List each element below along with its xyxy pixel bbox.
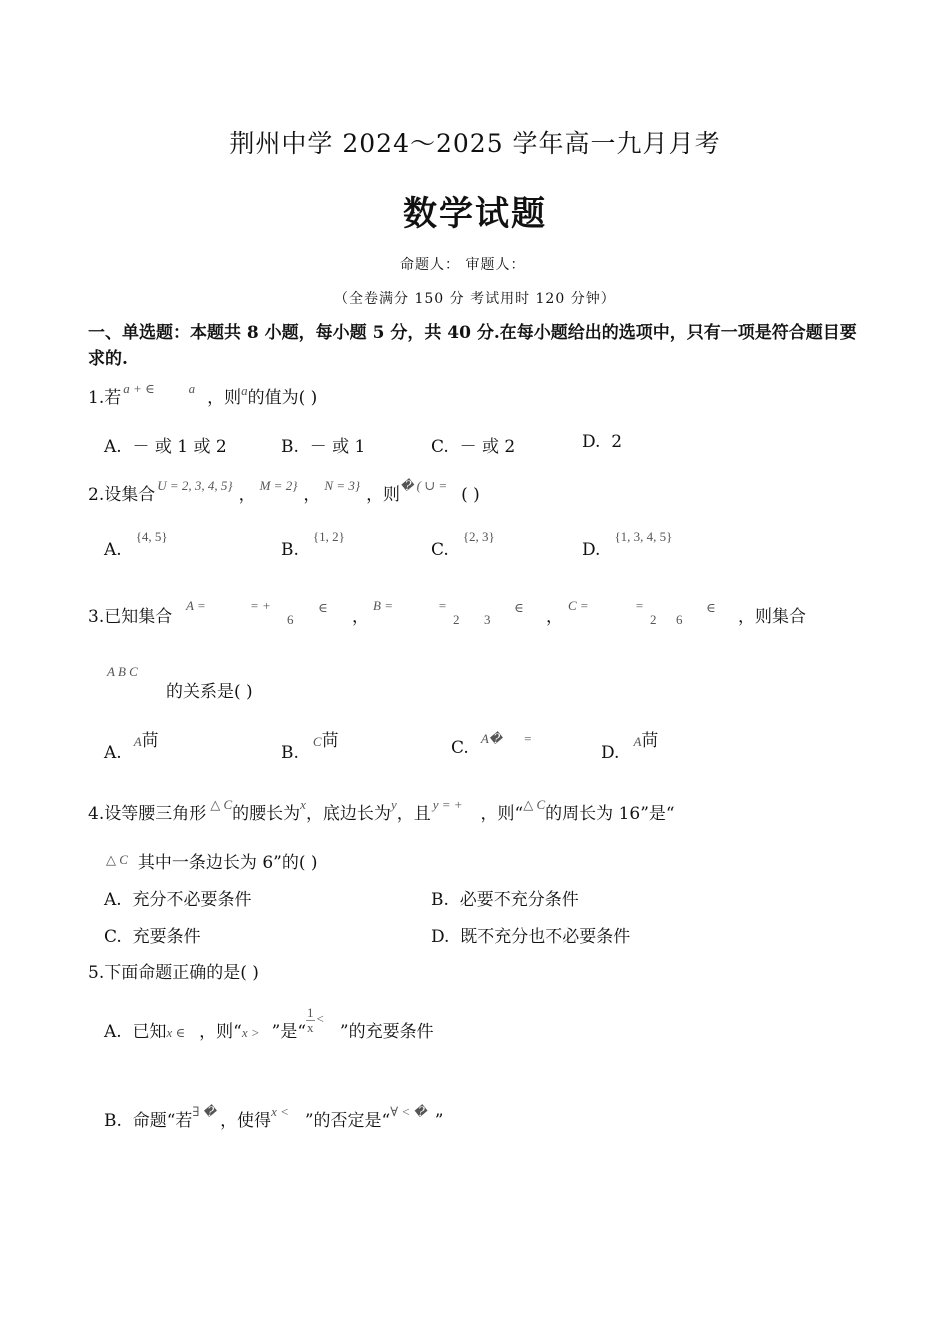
option-text: 苘 (141, 731, 159, 751)
q3-set-b: B = (373, 598, 393, 613)
option-label: C. (431, 540, 449, 560)
option-label: D. (582, 432, 601, 452)
q1-prefix: 1.若 (88, 388, 122, 408)
option-label: B. (281, 540, 299, 560)
q5a-t4: ”的充要条件 (339, 1022, 434, 1042)
option-label: A. (104, 540, 122, 560)
q4-math-1: △ C (210, 797, 233, 812)
option-text: － 或 1 (309, 437, 366, 457)
option-text: 充要条件 (132, 927, 201, 947)
q4-line2-math: △ C (106, 852, 128, 867)
q2-math-1: U = 2, 3, 4, 5} (157, 478, 233, 493)
option-label: A. (104, 1022, 122, 1042)
q2-math-2: M = 2} (259, 478, 298, 493)
q5b-math-3: ∀ < � (390, 1104, 427, 1119)
q5-option-b[interactable] (104, 1106, 443, 1131)
section-heading: 一、单选题：本题共 8 小题，每小题 5 分，共 40 分.在每小题给出的选项中，只有一项是符合题目要求的. (88, 323, 857, 369)
q3-set-a-in: ∈ (318, 600, 328, 615)
q3-set-b-den-1: 2 (453, 612, 460, 627)
q3-set-c-in: ∈ (706, 600, 716, 615)
option-text: － 或 2 (459, 437, 516, 457)
option-math: A (633, 734, 642, 749)
q1-math-2: a (188, 381, 196, 396)
q3-comma-1: ， (352, 607, 369, 627)
q3-set-c-body: = (635, 598, 644, 613)
question-4-line2 (106, 848, 318, 873)
option-label: C. (431, 437, 449, 457)
q1-option-b[interactable] (281, 432, 365, 457)
q4-option-c[interactable] (104, 922, 201, 947)
q3-set-b-body: = (438, 598, 447, 613)
q5b-math-1: ∃ � (192, 1104, 217, 1119)
q4-math-4: y = + (432, 797, 463, 812)
school-title: 荆州中学 2024～2025 学年高一九月月考 (229, 129, 721, 158)
q1-math-3: a (241, 383, 248, 398)
q4-math-5: △ C (523, 797, 546, 812)
q2-math-4: � ( ∪ = (400, 478, 448, 493)
q3-line2-text: 的关系是( ) (166, 682, 253, 702)
option-text: = (524, 731, 532, 746)
exam-info: （全卷满分 150 分 考试用时 120 分钟） (334, 291, 616, 307)
option-text: 必要不充分条件 (459, 890, 579, 910)
option-label: D. (582, 540, 601, 560)
q3-option-c[interactable] (451, 731, 532, 758)
q3-set-c: C = (568, 598, 589, 613)
q4-option-d[interactable] (431, 922, 630, 947)
option-label: C. (451, 738, 469, 758)
option-math: C (312, 734, 322, 749)
q4-t2: ，底边长为 (305, 804, 391, 824)
q3-set-b-den-2: 3 (484, 612, 491, 627)
subject-title: 数学试题 (403, 194, 547, 234)
option-math: A (133, 734, 142, 749)
q3-suffix: ，则集合 (738, 607, 806, 627)
option-label: C. (104, 927, 122, 947)
option-text: {2, 3} (462, 529, 495, 544)
authors-line: 命题人： 审题人： (400, 257, 526, 273)
q1-option-d[interactable] (582, 432, 622, 452)
q2-option-b[interactable] (281, 529, 345, 560)
option-text: {4, 5} (135, 529, 168, 544)
q4-t3: ，且 (396, 804, 431, 824)
option-text: 苘 (641, 731, 659, 751)
q5b-t4: ” (434, 1111, 444, 1131)
q3-option-b[interactable] (281, 731, 339, 763)
option-label: D. (431, 927, 450, 947)
q3-set-a-den: 6 (287, 612, 294, 627)
q1-suffix: 的值为( ) (247, 388, 318, 408)
q2-suffix: ( ) (461, 485, 480, 505)
option-text: {1, 2} (312, 529, 345, 544)
q2-option-d[interactable] (582, 529, 673, 560)
q2-option-c[interactable] (431, 529, 495, 560)
q4-math-3: y (390, 797, 397, 812)
q4-prefix: 4.设等腰三角形 (88, 804, 207, 824)
q5a-fraction (306, 1006, 315, 1035)
frac-numerator: 1 (307, 1005, 314, 1020)
option-text: 苘 (321, 731, 339, 751)
q2-math-3: N = 3} (324, 478, 361, 493)
q2-then: ，则 (366, 485, 401, 505)
q1-option-c[interactable] (431, 432, 515, 457)
q2-option-a[interactable] (104, 529, 168, 560)
question-1 (88, 383, 317, 408)
q5a-t2: ，则“ (199, 1022, 242, 1042)
q3-set-a: A = (186, 598, 206, 613)
q5b-t1: 命题“若 (132, 1111, 193, 1131)
q3-comma-2: ， (546, 607, 563, 627)
q3-set-a-body: = + (250, 598, 271, 613)
q5b-t3: ”的否定是“ (304, 1111, 391, 1131)
q4-math-2: x (300, 797, 306, 812)
q5b-math-2: x < (271, 1104, 289, 1119)
option-text: 2 (611, 432, 623, 452)
option-math: A� (480, 731, 503, 746)
option-label: B. (281, 437, 299, 457)
q5b-t2: ，使得 (220, 1111, 272, 1131)
q5-option-a[interactable] (104, 1005, 434, 1047)
q3-set-c-den-1: 2 (650, 612, 657, 627)
q3-option-d[interactable] (601, 731, 659, 763)
q5a-math-3: < (316, 1011, 324, 1026)
option-text: － 或 1 或 2 (132, 437, 227, 457)
q2-comma-1: ， (238, 485, 256, 505)
q3-set-b-in: ∈ (514, 600, 524, 615)
question-3 (88, 602, 172, 627)
option-label: B. (431, 890, 449, 910)
q3-line2-math: A B C (107, 664, 138, 679)
q1-option-a[interactable] (104, 432, 227, 457)
q5a-math-2: x > (241, 1025, 260, 1040)
option-text: 既不充分也不必要条件 (460, 927, 631, 947)
q4-line2-text: 其中一条边长为 6”的( ) (137, 853, 318, 873)
q3-prefix: 3.已知集合 (88, 607, 173, 627)
q2-comma-2: ， (303, 485, 321, 505)
frac-denominator: x (307, 1020, 314, 1035)
option-label: A. (104, 890, 122, 910)
question-5: 5.下面命题正确的是( ) (88, 963, 259, 983)
option-text: {1, 3, 4, 5} (614, 529, 673, 544)
q3-option-a[interactable] (104, 731, 159, 763)
q5a-math-1: x ∈ (166, 1025, 186, 1040)
q4-t1: 的腰长为 (232, 804, 301, 824)
q4-t5: 的周长为 16”是“ (545, 804, 675, 824)
question-4 (88, 799, 675, 824)
q4-option-a[interactable] (104, 885, 252, 910)
q4-option-b[interactable] (431, 885, 579, 910)
q1-mid: ，则 (207, 388, 242, 408)
q4-t4: ，则“ (480, 804, 524, 824)
q5a-t1: 已知 (132, 1022, 167, 1042)
option-label: A. (104, 743, 122, 763)
q2-prefix: 2.设集合 (88, 485, 156, 505)
q5a-t3: ”是“ (271, 1022, 307, 1042)
option-label: D. (601, 743, 620, 763)
option-label: B. (281, 743, 299, 763)
option-label: B. (104, 1111, 122, 1131)
q3-set-c-den-2: 6 (676, 612, 683, 627)
question-2 (88, 480, 480, 505)
q1-math-1: a + ∈ (123, 381, 155, 396)
option-label: A. (104, 437, 122, 457)
option-text: 充分不必要条件 (132, 890, 252, 910)
